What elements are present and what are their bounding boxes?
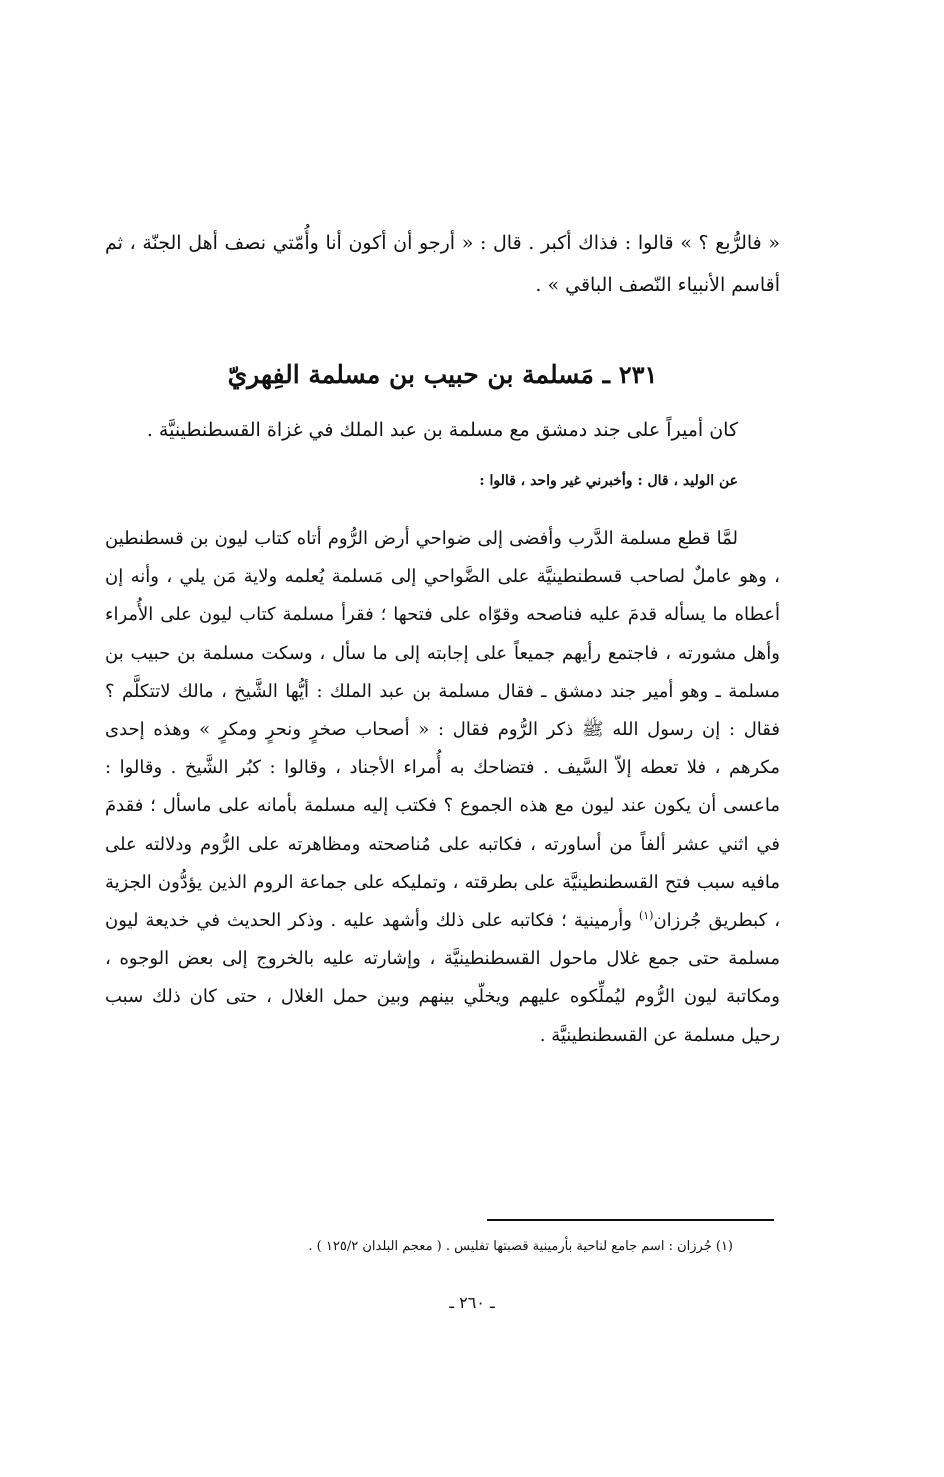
entry-number: ٢٣١ [618, 360, 658, 389]
footnote: (١) جُرزان : اسم جامع لناحية بأرمينية قصبتها تفليس . ( معجم البلدان ١٢٥/٢ ) . [308, 1239, 733, 1254]
narrative-part-1: لمَّا قطع مسلمة الدَّرب وأفضى إلى ضواحي أرض الرُّوم أتاه كتاب ليون بن قسطنطين ، وهو عاملٌ لصاحب قسطنطينيَّة على الضَّواحي إلى مَسلمة يُعلمه ولاية مَن يلي ، وأنه إن أعطاه ما يسأله قدمَ عليه فناصحه وقوّاه على فتحها ؛ فقرأ مسلمة كتاب ليون على الأُمراء وأهل مشورته ، فاجتمع رأيهم جميعاً على إجابته إلى ما سأل ، وسكت مسلمة بن حبيب بن مسلمة ـ وهو أمير جند دمشق ـ فقال مسلمة بن عبد الملك : أيُّها الشَّيخ ، مالك لاتتكلَّم ؟ فقال : إن رسول الله ﷺ ذكر الرُّوم فقال : « أصحاب صخرٍ ونحرٍ ومكرٍ » وهذه إحدى مكرهم ، فلا تعطه إلاّ السَّيف . فتضاحك به أُمراء الأجناد ، وقالوا : كبُر الشَّيخ . وقالوا : ماعسى أن يكون عند ليون مع هذه الجموع ؟ فكتب إليه مسلمة بأمانه على ماسأل ؛ فقدمَ في اثني عشر ألفاً من أساورته ، فكاتبه على مُناصحته ومظاهرته على الرُّوم ودلالته على مافيه سبب فتح القسطنطينيَّة على بطرقته ، وتمليكه على جماعة الروم الذين يؤدُّون الجزية ، كبطريق جُرزان [105, 528, 781, 932]
isnad-line: عن الوليد ، قال : وأخبرني غير واحد ، قالوا : [479, 473, 738, 489]
entry-separator: ـ [602, 360, 610, 389]
narrative-part-2: وأرمينية ؛ فكاتبه على ذلك وأشهد عليه . وذكر الحديث في خديعة ليون مسلمة حتى جمع غلال ماحول القسطنطينيَّة ، وإشارته عليه بالخروج إلى بعض الوجوه ، ومكاتبة ليون الرُّوم ليُملِّكوه عليهم ويخلّي بينهم وبين حمل الغلال ، حتى كان ذلك سبب رحيل مسلمة عن القسطنطينيَّة . [105, 910, 780, 1046]
entry-description: كان أميراً على جند دمشق مع مسلمة بن عبد الملك في غزاة القسطنطينيَّة . [146, 419, 738, 441]
footnote-marker[interactable]: (١) [638, 909, 654, 923]
footnote-divider [487, 1219, 774, 1221]
page-number: ـ ٢٦٠ ـ [449, 1293, 495, 1312]
entry-title: مَسلمة بن حبيب بن مسلمة الفِهريّ [227, 360, 594, 389]
entry-heading [105, 355, 780, 395]
intro-paragraph: « فالرُّبع ؟ » قالوا : فذاك أكبر . قال : « أرجو أن أكون أنا وأُمّتي نصف أهل الجنّة ، ثم أقاسم الأنبياء النّصف الباقي » . [105, 232, 780, 296]
entry-description-paragraph [105, 410, 780, 450]
main-narrative [105, 520, 780, 1055]
